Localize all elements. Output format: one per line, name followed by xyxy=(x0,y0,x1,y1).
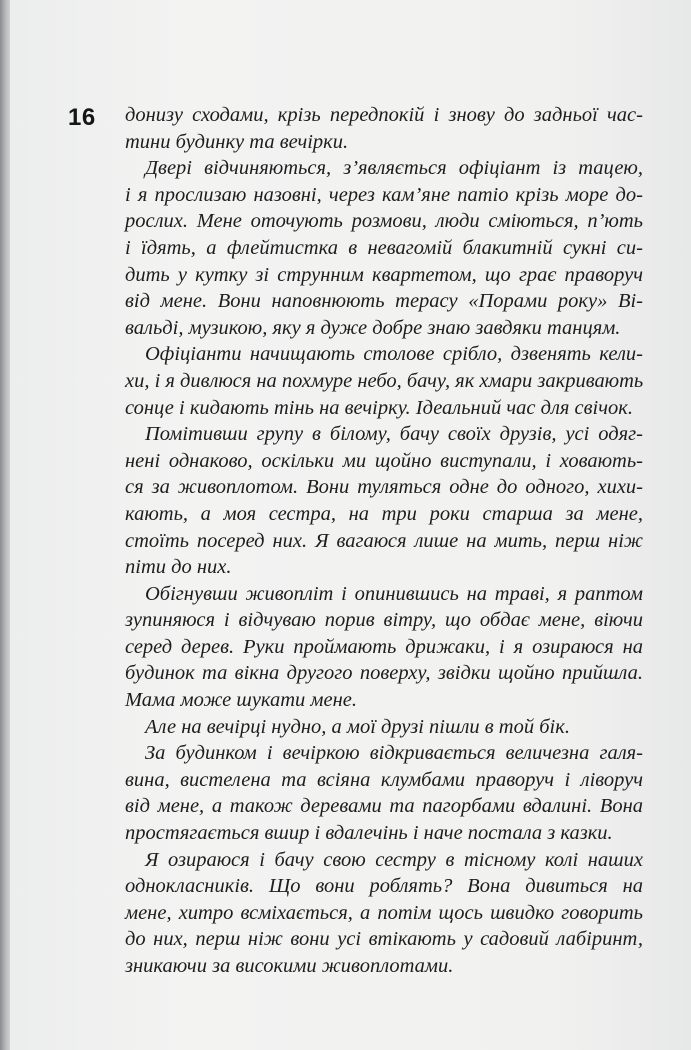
text-line: піти до них. xyxy=(125,556,232,579)
text-line: серед дерев. Руки проймають дрижаки, і я озираюся на xyxy=(125,635,643,658)
text-line: Але на вечірці нудно, а мої друзі пішли в той бік. xyxy=(145,715,570,738)
page-number: 16 xyxy=(68,104,96,131)
text-line: хи, і я дивлюся на похмуре небо, бачу, як хмари закривають xyxy=(125,369,644,392)
text-line: донизу сходами, крізь передпокій і знову до задньої час- xyxy=(125,104,643,126)
text-line: зупиняюся і відчуваю порив вітру, що обдає мене, віючи xyxy=(125,609,643,632)
text-line: тини будинку та вечірки. xyxy=(125,130,349,153)
text-line: Обігнувши живопліт і опинившись на траві, я раптом xyxy=(145,582,643,605)
text-line: Мама може шукати мене. xyxy=(125,689,357,712)
text-line: За будинком і вечіркою відкривається величезна галя- xyxy=(145,742,643,765)
text-line: простягається вшир і вдалечінь і наче постала з казки. xyxy=(125,822,613,845)
text-line: Я озираюся і бачу свою сестру в тісному колі наших xyxy=(145,848,643,871)
text-line: Помітивши групу в білому, бачу своїх друзів, усі одяг- xyxy=(145,423,643,446)
body-text xyxy=(125,102,643,980)
text-line: вальді, музикою, яку я дуже добре знаю завдяки танцям. xyxy=(125,316,621,339)
text-line: стоїть посеред них. Я вагаюся лише на мить, перш ніж xyxy=(125,529,643,552)
text-line: від мене, а також деревами та пагорбами вдалині. Вона xyxy=(125,795,643,818)
text-line: мене, хитро всміхається, а потім щось швидко говорить xyxy=(125,901,643,924)
text-line: Двері відчиняються, з’являється офіціант із тацею, xyxy=(145,157,643,180)
text-line: рослих. Мене оточують розмови, люди сміються, п’ють xyxy=(125,210,643,233)
text-line: сонце і кидають тінь на вечірку. Ідеальний час для свічок. xyxy=(125,396,633,419)
text-line: і їдять, а флейтистка в невагомій блакитній сукні си- xyxy=(125,236,643,259)
text-line: і я прослизаю назовні, через кам’яне патіо крізь море до- xyxy=(125,183,643,206)
text-line: від мене. Вони наповнюють терасу «Порами року» Ві- xyxy=(125,290,643,313)
text-line: вина, вистелена та всіяна клумбами праворуч і ліворуч xyxy=(125,768,643,791)
text-line: до них, перш ніж вони усі втікають у садовий лабіринт, xyxy=(125,928,643,951)
text-line: нені однаково, оскільки ми щойно виступали, і ховають- xyxy=(125,449,643,472)
book-page xyxy=(10,0,691,1050)
text-line: будинок та вікна другого поверху, звідки щойно прийшла. xyxy=(125,662,643,685)
text-line: Офіціанти начищають столове срібло, дзвенять кели- xyxy=(145,343,643,366)
text-line: зникаючи за високими живоплотами. xyxy=(125,955,454,977)
text-line: дить у кутку зі струнним квартетом, що грає праворуч xyxy=(125,263,643,286)
text-line: кають, а моя сестра, на три роки старша за мене, xyxy=(125,502,643,525)
text-line: однокласників. Що вони роблять? Вона дивиться на xyxy=(125,875,643,898)
text-line: ся за живоплотом. Вони туляться одне до одного, хихи- xyxy=(125,476,643,499)
